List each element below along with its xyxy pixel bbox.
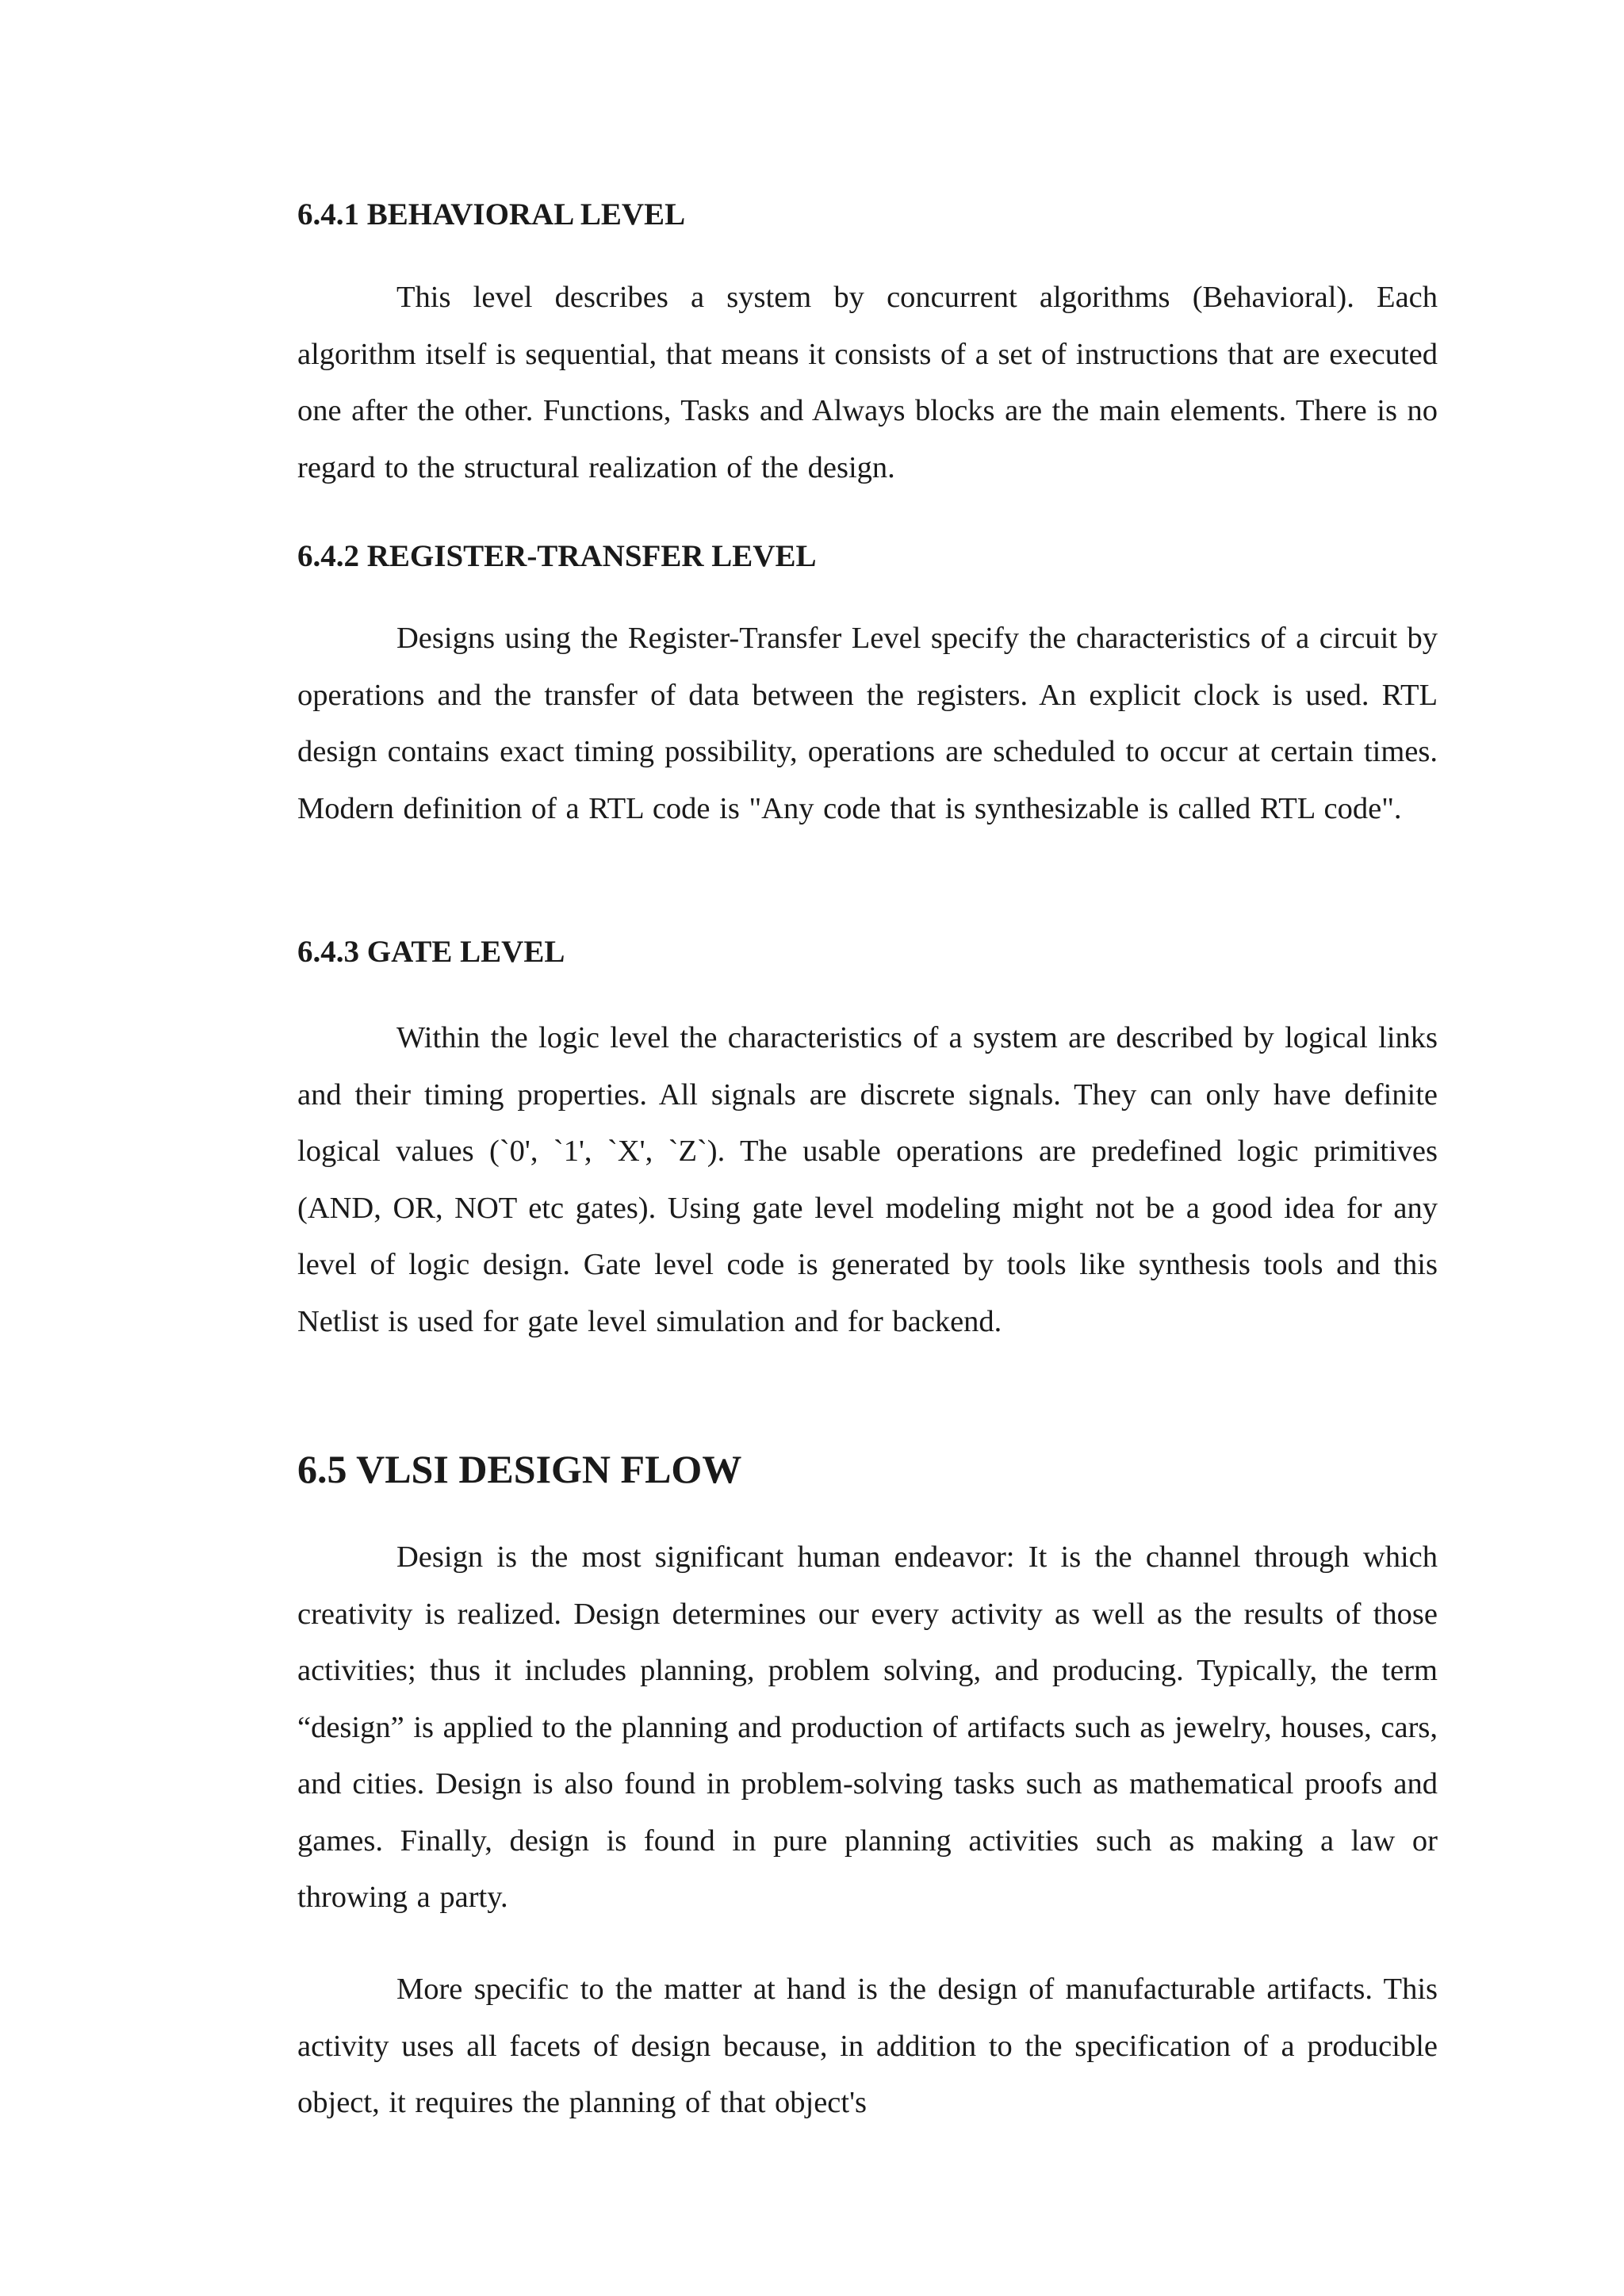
- paragraph-register-transfer-level: Designs using the Register-Transfer Level specify the characteristics of a circuit by operations and the transfer of data between the registers. An explicit clock is used. RTL design contains exact timing possibility, operations are scheduled to occur at certain times. Modern definition of a RTL code is "Any code that is synthesizable is called RTL code".: [297, 622, 1438, 825]
- paragraph-gate-level: Within the logic level the characteristics of a system are described by logical links and their timing properties. All signals are discrete signals. They can only have definite logical values (`0', `1', `X', `Z`). The usable operations are predefined logic primitives (AND, OR, NOT etc gates). Using gate level modeling might not be a good idea for any level of logic design. Gate level code is generated by tools like synthesis tools and this Netlist is used for gate level simulation and for backend.: [297, 1021, 1438, 1338]
- heading-gate-level: 6.4.3 GATE LEVEL: [297, 935, 565, 969]
- heading-behavioral-level: 6.4.1 BEHAVIORAL LEVEL: [297, 197, 686, 232]
- paragraph-behavioral-level: This level describes a system by concurrent algorithms (Behavioral). Each algorithm itself is sequential, that means it consists of a set of instructions that are executed one after the other. Functions, Tasks and Always blocks are the main elements. There is no regard to the structural realization of the design.: [297, 281, 1438, 484]
- paragraph-vlsi-design-flow-1: Design is the most significant human endeavor: It is the channel through which creativity is realized. Design determines our every activity as well as the results of those activities; thus it includes planning, problem solving, and producing. Typically, the term “design” is applied to the planning and production of artifacts such as jewelry, houses, cars, and cities. Design is also found in problem-solving tasks such as mathematical proofs and games. Finally, design is found in pure planning activities such as making a law or throwing a party.: [297, 1540, 1438, 1914]
- heading-vlsi-design-flow: 6.5 VLSI DESIGN FLOW: [297, 1447, 742, 1491]
- heading-register-transfer-level: 6.4.2 REGISTER-TRANSFER LEVEL: [297, 539, 817, 573]
- paragraph-vlsi-design-flow-2: More specific to the matter at hand is the design of manufacturable artifacts. This activity uses all facets of design because, in addition to the specification of a producible object, it requires the planning of that object's: [297, 1973, 1438, 2119]
